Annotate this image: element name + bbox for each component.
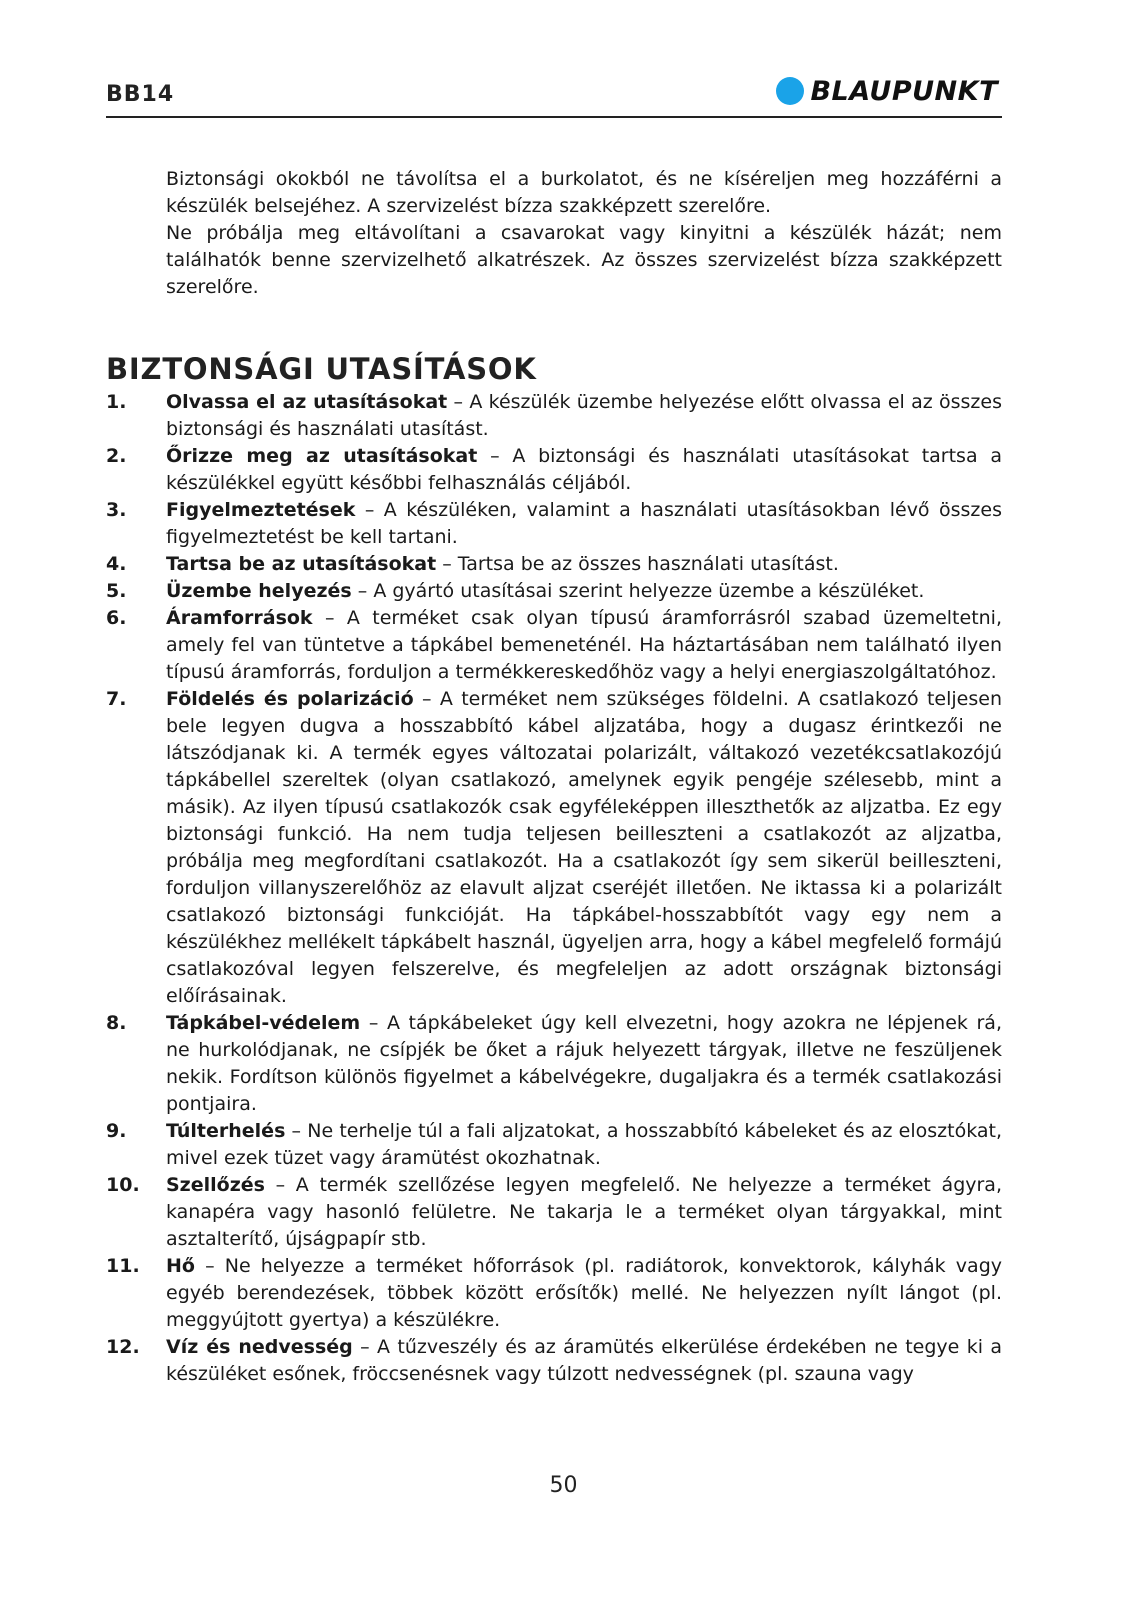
item-number: 2. [106,445,127,467]
item-term: Tartsa be az utasításokat [166,553,437,575]
item-term: Őrizze meg az utasításokat [166,445,478,467]
brand-dot-icon [776,77,804,105]
item-term: Földelés és polarizáció [166,688,414,710]
intro-text [166,166,1002,301]
item-term: Olvassa el az utasításokat [166,391,448,413]
list-item [106,1172,1002,1253]
safety-instructions-list [106,389,1002,1388]
item-number: 6. [106,607,127,629]
list-item [106,443,1002,497]
list-item [106,551,1002,578]
item-number: 3. [106,499,127,521]
item-term: Hő [166,1255,195,1277]
page-header [106,68,1002,118]
list-item [106,578,1002,605]
list-item [106,389,1002,443]
list-item [106,605,1002,686]
item-text: – Ne helyezze a terméket hőforrások (pl. radiátorok, konvektorok, kályhák vagy egyéb berendezések, többek között erősítők) mellé. Ne helyezzen nyílt lángot (pl. meggyújtott gyertya) a készülékre. [166,1255,1002,1331]
item-text: – Tartsa be az összes használati utasítást. [436,553,839,575]
item-number: 12. [106,1336,140,1358]
item-term: Üzembe helyezés [166,580,352,602]
item-number: 7. [106,688,127,710]
item-text: – Ne terhelje túl a fali aljzatokat, a hosszabbító kábeleket és az elosztókat, mivel ezek tüzet vagy áramütést okozhatnak. [166,1120,1002,1169]
item-text: – A termék szellőzése legyen megfelelő. Ne helyezze a terméket ágyra, kanapéra vagy hasonló felületre. Ne takarja le a terméket olyan tárgyakkal, mint asztalterítő, újságpapír stb. [166,1174,1002,1250]
item-term: Túlterhelés [166,1120,286,1142]
item-number: 4. [106,553,127,575]
list-item [106,1253,1002,1334]
item-text: – A készüléken, valamint a használati utasításokban lévő összes figyelmeztetést be kell tartani. [166,499,1002,548]
item-text: – A terméket nem szükséges földelni. A csatlakozó teljesen bele legyen dugva a hosszabbító kábel aljzatába, hogy a dugasz érintkezői ne látszódjanak ki. A termék egyes változatai polarizált, váltakozó vezetékcsatlakozójú tápkábellel szereltek (olyan csatlakozó, amelynek egyik pengéje szélesebb, mint a másik). Az ilyen típusú csatlakozók csak egyféleképpen illeszthetők az aljzatba. Ez egy biztonsági funkció. Ha nem tudja teljesen beilleszteni a csatlakozót az aljzatba, próbálja meg megfordítani csatlakozót. Ha a csatlakozót így sem sikerül beilleszteni, forduljon villanyszerelőhöz az elavult aljzat cseréjét illetően. Ne iktassa ki a polarizált csatlakozó biztonsági funkcióját. Ha tápkábel-hosszabbítót vagy egy nem a készülékhez mellékelt tápkábelt használ, ügyeljen arra, hogy a kábel megfelelő formájú csatlakozóval legyen felszerelve, és megfeleljen az adott országnak biztonsági előírásainak. [166,688,1002,1007]
item-number: 5. [106,580,127,602]
item-text: – A tűzveszély és az áramütés elkerülése érdekében ne tegye ki a készüléket esőnek, fröccsenésnek vagy túlzott nedvességnek (pl. szauna vagy [166,1336,1002,1385]
item-text: – A tápkábeleket úgy kell elvezetni, hogy azokra ne lépjenek rá, ne hurkolódjanak, ne csípjék be őket a rájuk helyezett tárgyak, illetve ne feszüljenek nekik. Fordítson különös figyelmet a kábelvégekre, dugaljakra és a termék csatlakozási pontjaira. [166,1012,1002,1115]
list-item [106,1334,1002,1388]
intro-paragraph: Ne próbálja meg eltávolítani a csavarokat vagy kinyitni a készülék házát; nem találhatók benne szervizelhető alkatrészek. Az összes szervizelést bízza szakképzett szerelőre. [166,222,1002,298]
intro-paragraph: Biztonsági okokból ne távolítsa el a burkolatot, és ne kíséreljen meg hozzáférni a készülék belsejéhez. A szervizelést bízza szakképzett szerelőre. [166,168,1002,217]
item-number: 8. [106,1012,127,1034]
item-number: 1. [106,391,127,413]
item-term: Figyelmeztetések [166,499,356,521]
item-text: – A biztonsági és használati utasításokat tartsa a készülékkel együtt későbbi felhasználás céljából. [166,445,1002,494]
list-item [106,686,1002,1010]
model-name: BB14 [106,82,175,107]
item-number: 10. [106,1174,140,1196]
item-text: – A terméket csak olyan típusú áramforrásról szabad üzemeltetni, amely fel van tüntetve a tápkábel bemeneténél. Ha háztartásában nem található ilyen típusú áramforrás, forduljon a termékkereskedőhöz vagy a helyi energiaszolgáltatóhoz. [166,607,1002,683]
item-text: – A készülék üzembe helyezése előtt olvassa el az összes biztonsági és használati utasítást. [166,391,1002,440]
list-item [106,497,1002,551]
item-text: – A gyártó utasításai szerint helyezze üzembe a készüléket. [351,580,925,602]
brand-name: BLAUPUNKT [810,75,998,107]
list-item [106,1118,1002,1172]
item-number: 11. [106,1255,140,1277]
page-number: 50 [549,1473,578,1498]
item-term: Víz és nedvesség [166,1336,353,1358]
section-title: BIZTONSÁGI UTASÍTÁSOK [106,352,537,386]
list-item [106,1010,1002,1118]
item-number: 9. [106,1120,127,1142]
item-term: Tápkábel-védelem [166,1012,361,1034]
brand-logo [776,76,998,106]
item-term: Áramforrások [166,607,313,629]
item-term: Szellőzés [166,1174,265,1196]
